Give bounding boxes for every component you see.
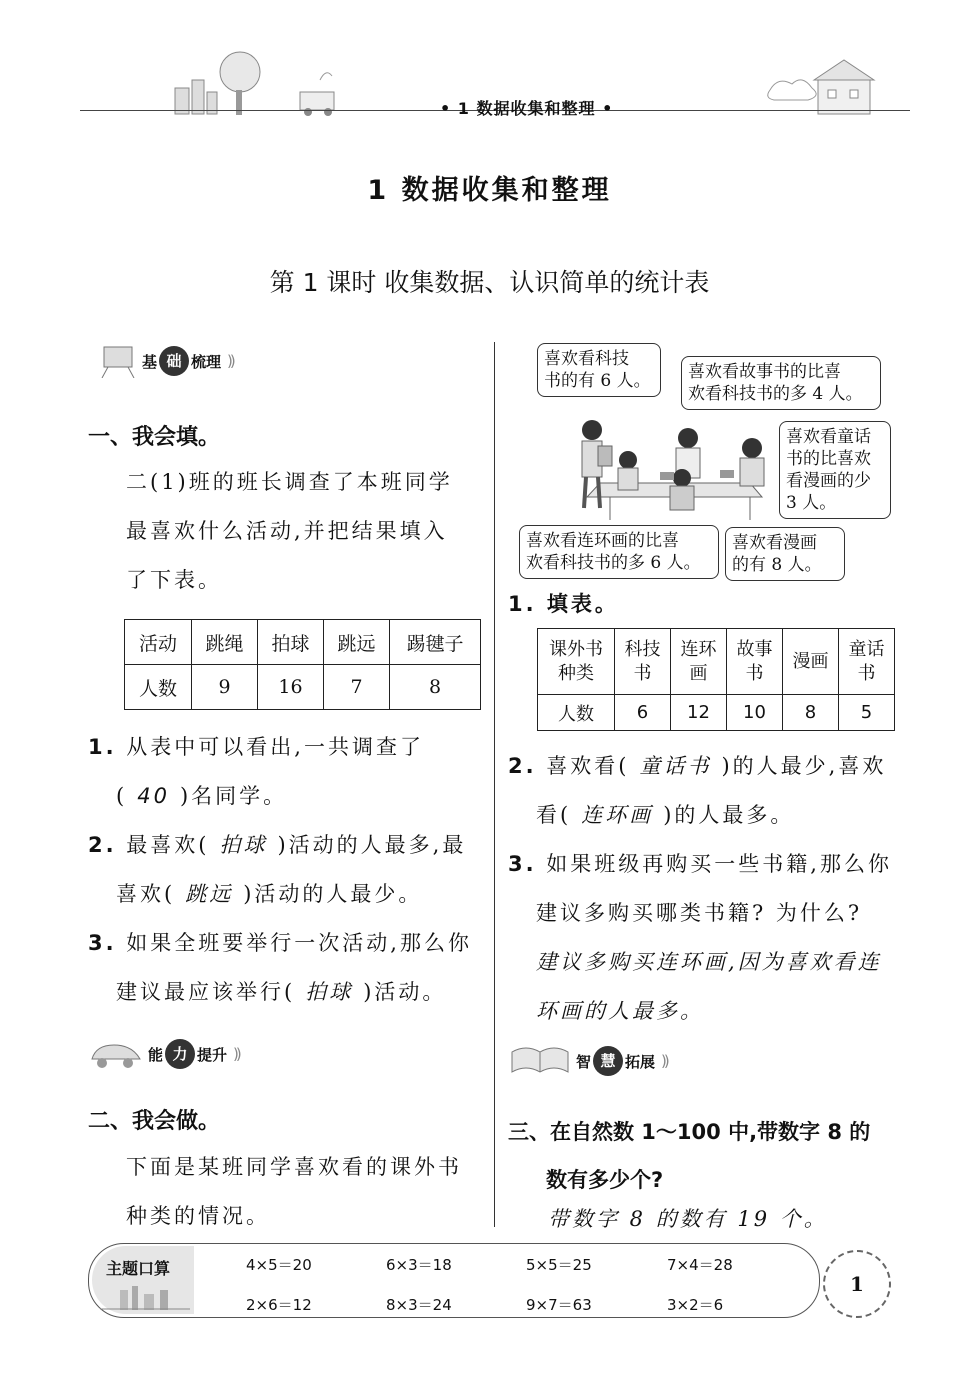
table-cell: 5 [839,695,895,731]
question-1-heading: 一、我会填。 [88,425,221,450]
section-badge-wisdom: 智 慧 拓展 )) [508,1045,667,1077]
question-3-answer: 带数字 8 的数有 19 个。 [548,1207,828,1231]
question-2-heading: 二、我会做。 [88,1109,221,1134]
question-2-intro: 下面是某班同学喜欢看的课外书 种类的情况。 [126,1155,462,1228]
speech-bubble: 喜欢看科技 书的有 6 人。 [537,343,661,397]
table-row-label: 人数 [538,695,615,731]
wave-icon: )) [233,1045,239,1063]
table-row [538,695,895,731]
answer: 连环画 [581,803,654,827]
students-reading-illustration [570,408,780,523]
wave-icon: )) [227,352,233,370]
question-2-items: 2. 喜欢看( 童话书 )的人最少,喜欢 看( 连环画 )的人最多。 3. 如果班级再购买一些书籍,那么你 建议多购买哪类书籍? 为什么? 建议多购买连环画,因为喜欢看连 环画的人最多。 [508,742,908,1036]
activity-table [124,619,481,710]
easel-icon [98,344,138,378]
speech-bubble: 喜欢看故事书的比喜 欢看科技书的多 4 人。 [681,356,881,410]
column-divider [494,342,495,1227]
question-2-item-1: 1. 填表。 [508,592,619,616]
list-item: 3. 如果全班要举行一次活动,那么你 [88,931,472,955]
table-header-cell: 拍球 [258,620,324,665]
table-header-cell: 课外书 种类 [538,629,615,695]
lesson-title: 第 1 课时 收集数据、认识简单的统计表 [269,268,710,297]
table-cell: 9 [192,665,258,710]
table-cell: 12 [671,695,727,731]
question-1-intro: 二(1)班的班长调查了本班同学 最喜欢什么活动,并把结果填入 了下表。 [126,470,453,592]
table-row [538,629,895,695]
speech-bubble: 喜欢看漫画 的有 8 人。 [725,527,845,581]
list-item: 1. 从表中可以看出,一共调查了 [88,735,424,759]
answer: 童话书 [639,754,712,778]
book-icon [508,1042,572,1080]
table-header-cell: 踢毽子 [390,620,481,665]
city-icon [100,1282,190,1310]
section-badge-basic: 基 础 梳理 )) [98,345,233,377]
table-header-cell: 连环 画 [671,629,727,695]
table-header-cell: 跳绳 [192,620,258,665]
table-header-cell: 故事 书 [727,629,783,695]
calc-item: 4×5＝20 [246,1256,312,1274]
table-header-cell: 活动 [125,620,192,665]
table-row-label: 人数 [125,665,192,710]
table-header-cell: 童话 书 [839,629,895,695]
calc-item: 7×4＝28 [667,1256,733,1274]
table-cell: 8 [783,695,839,731]
table-header-cell: 跳远 [324,620,390,665]
table-header-cell: 漫画 [783,629,839,695]
question-1-items: 1. 从表中可以看出,一共调查了 ( 40 )名同学。 2. 最喜欢( 拍球 )活动的人最多,最 喜欢( 跳远 )活动的人最少。 3. 如果全班要举行一次活动,那么你 建议最应该举行( 拍球 )活动。 [88,723,488,1017]
table-cell: 8 [390,665,481,710]
calc-item: 8×3＝24 [386,1296,452,1314]
section-badge-ability: 能 力 提升 )) [88,1038,239,1070]
chapter-title: 1 数据收集和整理 [367,175,612,206]
answer: 建议多购买连环画,因为喜欢看连 [536,950,882,974]
table-cell: 7 [324,665,390,710]
table-cell: 6 [615,695,671,731]
calc-item: 5×5＝25 [526,1256,592,1274]
running-title: • 1 数据收集和整理 • [440,99,614,118]
footer-label: 主题口算 [106,1259,171,1278]
footer-label-box [92,1246,194,1314]
calc-item: 6×3＝18 [386,1256,452,1274]
list-item: 3. 如果班级再购买一些书籍,那么你 [508,852,892,876]
calc-item: 3×2＝6 [667,1296,724,1314]
list-item: 2. 喜欢看( 童话书 )的人最少,喜欢 [508,754,887,778]
table-row [125,665,481,710]
answer: 拍球 [219,833,268,857]
table-cell: 10 [727,695,783,731]
question-3-heading: 三、在自然数 1～100 中,带数字 8 的 数有多少个? [508,1120,871,1192]
answer: 环画的人最多。 [536,999,704,1023]
calc-item: 9×7＝63 [526,1296,592,1314]
page-number: 1 [823,1250,891,1318]
answer: 拍球 [305,980,354,1004]
speech-bubble: 喜欢看童话 书的比喜欢 看漫画的少 3 人。 [779,421,891,519]
table-cell: 16 [258,665,324,710]
wave-icon: )) [661,1052,667,1070]
speech-bubble: 喜欢看连环画的比喜 欢看科技书的多 6 人。 [519,525,719,579]
table-header-cell: 科技 书 [615,629,671,695]
calc-item: 2×6＝12 [246,1296,312,1314]
car-icon [88,1037,144,1071]
list-item: 2. 最喜欢( 拍球 )活动的人最多,最 [88,833,467,857]
answer: 跳远 [185,882,234,906]
book-type-table [537,628,895,731]
table-row [125,620,481,665]
answer: 40 [137,784,170,808]
